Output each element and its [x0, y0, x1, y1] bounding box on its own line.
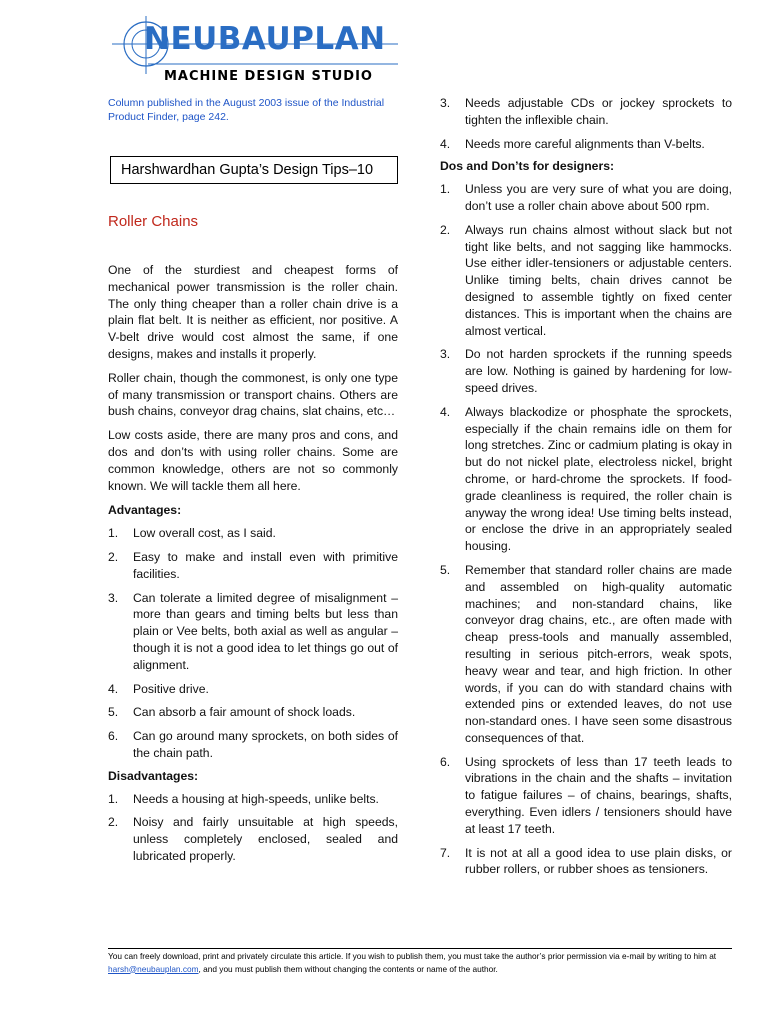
article-title: Harshwardhan Gupta’s Design Tips–10: [121, 162, 374, 178]
left-column: [108, 262, 398, 865]
list-item: 6. Can go around many sprockets, on both sides of the chain path.: [108, 729, 398, 760]
intro-paragraph: One of the sturdiest and cheapest forms of mechanical power transmission is the roller chain. The only thing cheaper than a roller chain drive is a plain flat belt. It is neither as efficient, nor positive. A V-belt drive would cost almost the same, if one designs, makes and installs it properly.: [108, 263, 398, 361]
dos-donts-heading: Dos and Don’ts for designers:: [440, 159, 615, 174]
list-item: 2. Easy to make and install even with primitive facilities.: [108, 549, 398, 581]
footer-divider: [108, 948, 732, 949]
list-item: 1. Needs a housing at high-speeds, unlike belts.: [108, 791, 379, 806]
intro-paragraph: Low costs aside, there are many pros and cons, and dos and don’ts with using roller chains. Some are common knowledge, others are not so commonly known. We will tackle them all here.: [108, 428, 398, 493]
logo-subtitle: MACHINE DESIGN STUDIO: [164, 69, 373, 84]
list-item: 3. Do not harden sprockets if the running speeds are low. Nothing is gained by hardening for low-speed drives.: [440, 347, 732, 395]
intro-paragraph: Roller chain, though the commonest, is only one type of many transmission or transport chains. Others are bush chains, conveyor drag chains, slat chains, etc…: [108, 370, 398, 419]
company-logo: [108, 16, 408, 84]
list-item: 1. Low overall cost, as I said.: [108, 526, 276, 541]
article-title-box: [110, 156, 398, 184]
list-item: 4. Always blackodize or phosphate the sprockets, especially if the chain remains idle on them for long stretches. Zinc or cadmium plating is okay in but do not nickel plate, electroless nickel, bright chrome, or hard-chrome the sprockets. If food-grade cleanliness is required, the roller chain is anyway the wrong idea! Use timing belts instead, or enclose the drive in an appropriately sealed housing.: [440, 404, 732, 554]
footer-text: You can freely download, print and privately circulate this article. If you wish to publish them, you must take the author’s prior permission via e-mail by writing to him at: [108, 951, 717, 961]
advantages-heading: Advantages:: [108, 503, 182, 518]
logo-wordmark: NEUBAUPLAN: [144, 21, 386, 57]
footer-text-tail: , and you must publish them without changing the contents or name of the author.: [198, 963, 498, 974]
list-item: 7. It is not at all a good idea to use plain disks, or rubber rollers, or rubber shoes as tensioners.: [440, 845, 732, 877]
disadvantages-list-continued: [440, 95, 732, 152]
dos-donts-list: [440, 181, 732, 878]
list-item: 4. Needs more careful alignments than V-belts.: [440, 136, 705, 151]
publication-note: Column published in the August 2003 issue of the Industrial Product Finder, page 242.: [108, 97, 385, 123]
list-item: 5. Can absorb a fair amount of shock loads.: [108, 705, 356, 720]
list-item: 4. Positive drive.: [108, 681, 209, 696]
section-heading: Roller Chains: [108, 213, 199, 230]
author-email-link[interactable]: harsh@neubauplan.com: [108, 963, 199, 974]
list-item: 2. Always run chains almost without slack but not tight like belts, and not sagging like hammocks. Use either idler-tensioners or adjustable centers. Unlike timing belts, chain drives cannot be designed to assemble tightly on fixed center distances. This is important when the chains are almost vertical.: [440, 222, 732, 338]
disadvantages-list: [108, 791, 398, 865]
list-item: 2. Noisy and fairly unsuitable at high speeds, unless completely enclosed, sealed and lubricated properly.: [108, 815, 398, 863]
list-item: 5. Remember that standard roller chains are made and assembled on high-quality automatic machines; and non-standard chains, like conveyor drag chains, etc., are often made with cheap press-tools and manually assembled, resulting in serious pitch-errors, weak spots, heavy wear and tear, and high friction. In other words, if you can do with standard chains with extended pins or extended leaves, do not use non-standard ones. I have seen some disastrous consequences of that.: [440, 562, 732, 745]
list-item: 6. Using sprockets of less than 17 teeth leads to vibrations in the chain and the shafts – invitation to fatigue failures – of chains, bearings, shafts, everything. Even idlers / tensioners should have at least 17 teeth.: [440, 754, 732, 836]
list-item: 3. Can tolerate a limited degree of misalignment – more than gears and timing belts but less than plain or Vee belts, both axial as well as angular – though it is not a good idea to let things go out of alignment.: [108, 590, 398, 672]
list-item: 3. Needs adjustable CDs or jockey sprockets to tighten the inflexible chain.: [440, 96, 732, 127]
advantages-list: [108, 525, 398, 762]
list-item: 1. Unless you are very sure of what you are doing, don’t use a roller chain above about 500 rpm.: [440, 182, 732, 213]
copyright-footer: [108, 950, 732, 975]
disadvantages-heading: Disadvantages:: [108, 768, 199, 783]
right-column: [440, 95, 732, 878]
